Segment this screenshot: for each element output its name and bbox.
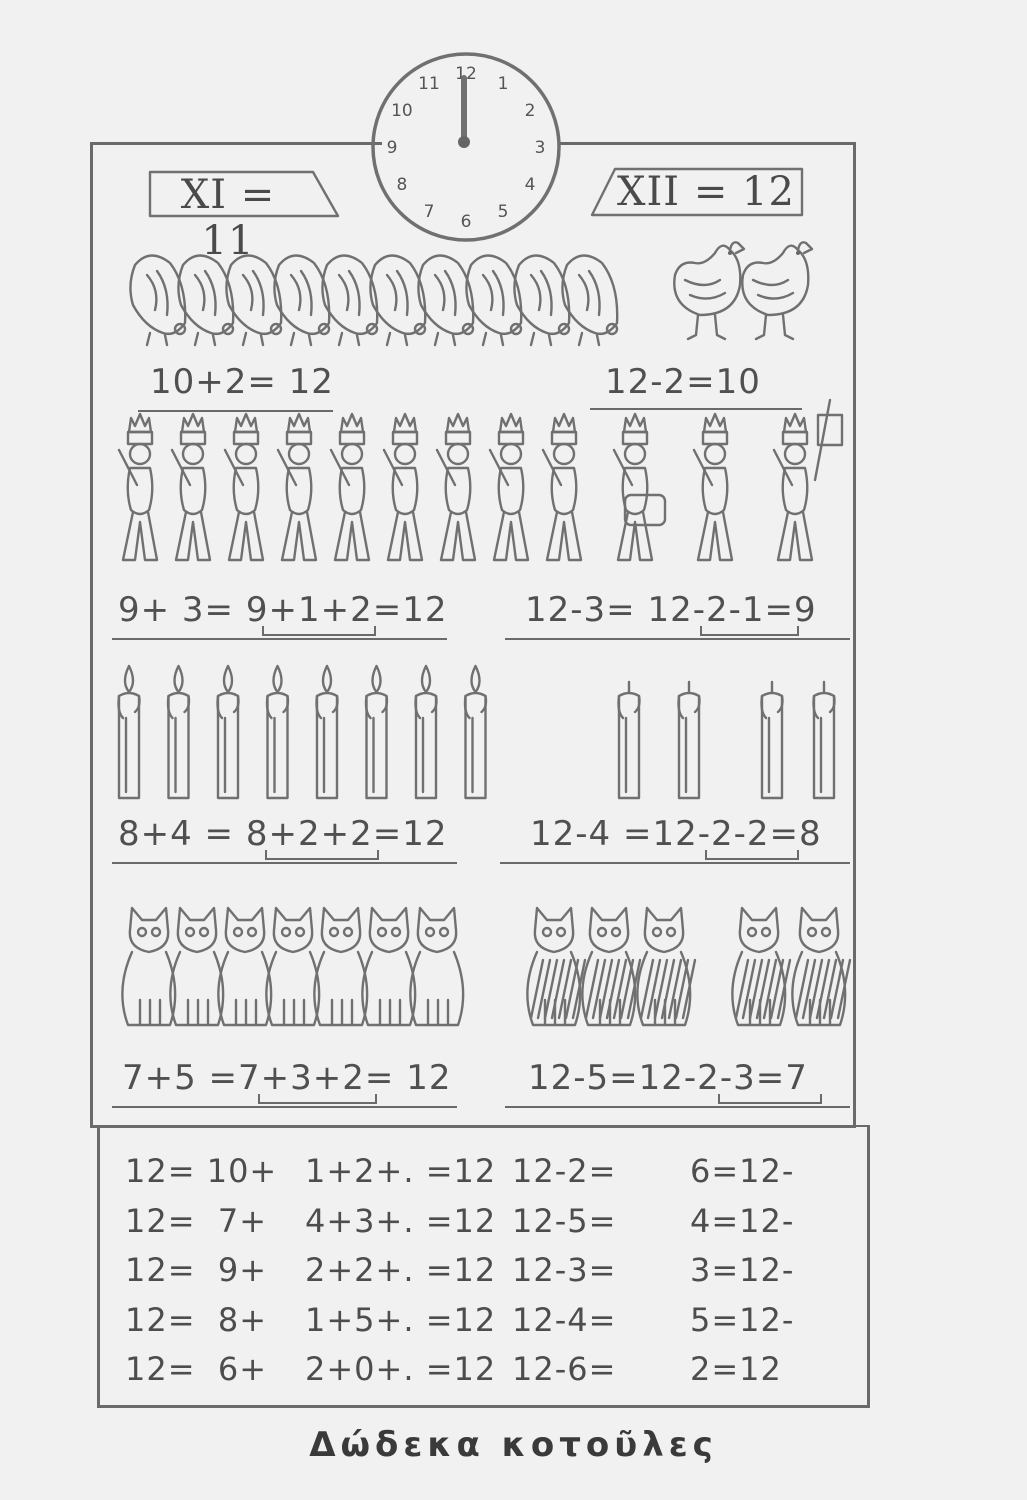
cat-shaded — [637, 908, 695, 1025]
exercise-item: 12= 10+ — [125, 1152, 278, 1190]
cat-plain — [362, 908, 415, 1025]
exercise-item: 12-6= — [512, 1350, 617, 1388]
marching-soldier — [694, 414, 732, 560]
exercise-item: 4=12- — [690, 1201, 795, 1240]
exercise-item: 12-4= — [512, 1300, 617, 1339]
cat-plain — [218, 908, 271, 1025]
exercise-item: 2+2+. =12 — [305, 1251, 497, 1289]
exercise-item: 12-5= — [512, 1201, 617, 1240]
clock-number: 6 — [460, 212, 472, 232]
hen-pecking — [562, 255, 617, 345]
page-caption: Δώδεκα κοτοῦλες — [309, 1425, 718, 1465]
exercise-item: 12-3= — [512, 1251, 617, 1289]
hen-pecking — [418, 255, 473, 345]
exercise-item: 4+3+. =12 — [305, 1201, 497, 1240]
clock-number: 3 — [534, 138, 546, 158]
toy-soldier — [278, 414, 316, 560]
lit-candle — [416, 666, 437, 798]
lit-candle — [168, 666, 189, 798]
lit-candle — [366, 666, 387, 798]
clock-number: 10 — [391, 101, 413, 121]
extinguished-candle — [679, 682, 700, 798]
clock-illustration — [370, 50, 570, 250]
exercise-item: 2+0+. =12 — [305, 1350, 497, 1388]
extinguished-candle — [619, 682, 640, 798]
hen-pecking — [178, 255, 233, 345]
exercise-item: 1+2+. =12 — [305, 1152, 497, 1190]
cat-shaded — [792, 908, 850, 1025]
roman-label-left — [148, 170, 328, 264]
cats-subtraction: 12-5=12-2-3=7 — [528, 1058, 808, 1098]
exercise-item: 12= 7+ — [125, 1201, 268, 1240]
exercise-item: 1+5+. =12 — [305, 1300, 497, 1339]
cat-plain — [122, 908, 175, 1025]
cat-plain — [266, 908, 319, 1025]
exercise-column-2 — [305, 1147, 496, 1395]
cat-shaded — [527, 908, 585, 1025]
drummer-soldier — [614, 414, 665, 560]
extinguished-candle — [814, 682, 835, 798]
exercise-item: 3=12- — [690, 1251, 795, 1289]
hens-subtraction: 12-2=10 — [605, 362, 761, 402]
roman-twelve: XII = 12 — [617, 169, 795, 215]
hens-addition: 10+2= 12 — [150, 362, 334, 402]
exercise-column-4 — [690, 1147, 794, 1395]
cat-plain — [410, 908, 463, 1025]
candles-addition: 8+4 = 8+2+2=12 — [118, 814, 448, 854]
cat-shaded — [582, 908, 640, 1025]
toy-soldier — [119, 414, 157, 560]
toy-soldier — [225, 414, 263, 560]
exercise-item: 5=12- — [690, 1300, 795, 1339]
exercise-column-3 — [512, 1147, 616, 1395]
frame-top-right — [560, 142, 853, 145]
hen-pecking — [274, 255, 329, 345]
exercise-item: 6=12- — [690, 1152, 795, 1190]
clock-number: 12 — [455, 64, 477, 84]
soldiers-addition: 9+ 3= 9+1+2=12 — [118, 590, 448, 630]
toy-soldier — [543, 414, 581, 560]
candles-illustration — [110, 662, 850, 802]
exercise-item: 12= 6+ — [125, 1350, 268, 1388]
candles-subtraction: 12-4 =12-2-2=8 — [530, 814, 822, 854]
soldiers-illustration — [110, 410, 850, 580]
roman-eleven: XI = 11 — [180, 172, 276, 264]
hen-pecking — [370, 255, 425, 345]
cats-illustration — [110, 900, 850, 1035]
toy-soldier — [384, 414, 422, 560]
clock-number: 11 — [418, 73, 440, 94]
toy-soldier — [172, 414, 210, 560]
cats-addition: 7+5 =7+3+2= 12 — [122, 1058, 452, 1098]
frame-top-left — [90, 142, 382, 145]
toy-soldier — [437, 414, 475, 560]
lit-candle — [218, 666, 239, 798]
clock-number: 9 — [386, 138, 398, 158]
hens-illustration — [115, 235, 835, 355]
soldiers-subtraction: 12-3= 12-2-1=9 — [525, 590, 817, 630]
toy-soldier — [331, 414, 369, 560]
clock-number: 5 — [497, 202, 509, 223]
flag-bearer-soldier — [774, 400, 842, 560]
clock-number: 2 — [524, 101, 536, 121]
hen-pecking — [514, 255, 569, 345]
extinguished-candle — [762, 682, 783, 798]
lit-candle — [465, 666, 486, 798]
cat-plain — [314, 908, 367, 1025]
clock-number: 7 — [423, 202, 435, 223]
lit-candle — [317, 666, 338, 798]
clock-number: 1 — [497, 73, 509, 94]
cat-plain — [170, 908, 223, 1025]
hen-standing — [674, 242, 744, 339]
cat-shaded — [732, 908, 790, 1025]
exercise-item: 12-2= — [512, 1152, 617, 1190]
exercise-column-1 — [125, 1147, 277, 1395]
exercise-item: 12= 8+ — [125, 1300, 268, 1339]
roman-label-right — [590, 167, 802, 215]
hen-standing — [742, 242, 812, 339]
toy-soldier — [490, 414, 528, 560]
exercise-item: 2=12 — [690, 1350, 782, 1388]
hen-pecking — [466, 255, 521, 345]
hen-pecking — [322, 255, 377, 345]
hen-pecking — [226, 255, 281, 345]
clock-number: 4 — [524, 175, 536, 195]
clock-number: 8 — [396, 175, 408, 195]
hen-pecking — [130, 255, 185, 345]
exercise-item: 12= 9+ — [125, 1251, 268, 1289]
lit-candle — [267, 666, 288, 798]
lit-candle — [119, 666, 140, 798]
